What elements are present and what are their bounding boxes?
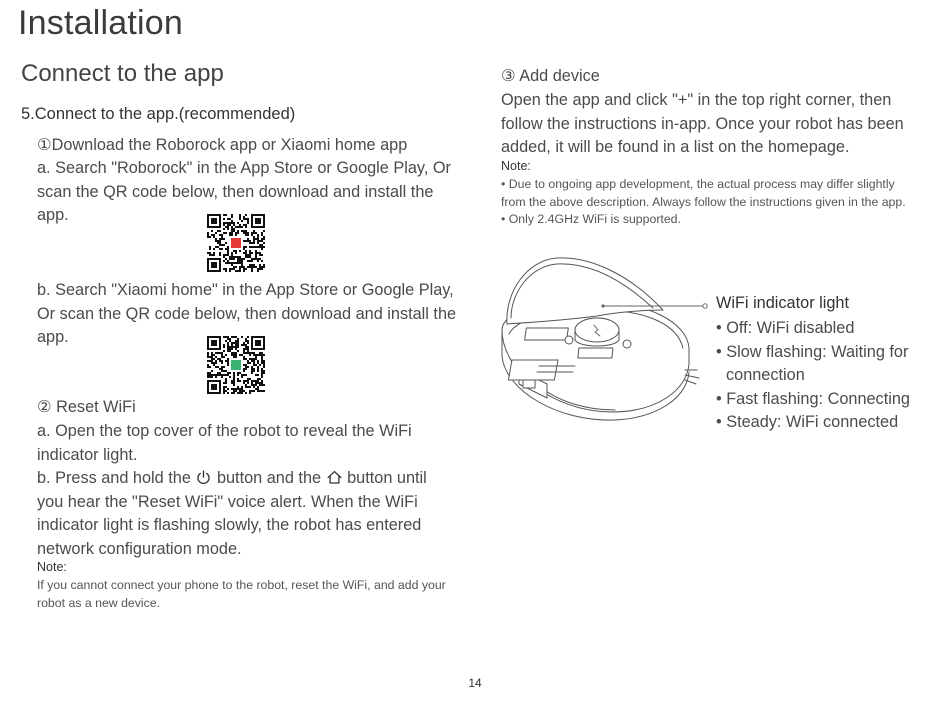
power-icon <box>195 469 212 486</box>
wifi-indicator-title: WiFi indicator light <box>716 294 850 312</box>
download-heading: ①Download the Roborock app or Xiaomi home app <box>37 136 408 154</box>
reset-note-text: If you cannot connect your phone to the robot, reset the WiFi, and add your robot as a new device. <box>37 578 446 610</box>
reset-note-label: Note: <box>37 560 67 574</box>
home-icon <box>326 469 343 486</box>
reset-heading: ② Reset WiFi <box>37 398 136 416</box>
robot-illustration <box>497 252 715 424</box>
reset-step-a: a. Open the top cover of the robot to reveal the WiFi indicator light. <box>37 422 412 464</box>
wifi-state-slow-flashing: • Slow flashing: Waiting for connection <box>716 342 909 384</box>
wifi-state-off: • Off: WiFi disabled <box>716 319 855 337</box>
reset-step-b-part2: button and the <box>216 469 322 487</box>
download-roborock-text: a. Search "Roborock" in the App Store or Google Play, Or scan the QR code below, then download and install the app. <box>37 159 451 224</box>
wifi-state-steady: • Steady: WiFi connected <box>716 413 899 431</box>
download-xiaomi-text: b. Search "Xiaomi home" in the App Store or Google Play, Or scan the QR code below, then download and install the app. <box>37 281 457 346</box>
add-device-note-2: • Only 2.4GHz WiFi is supported. <box>501 212 681 226</box>
page-number: 14 <box>468 676 482 690</box>
page-title: Installation <box>18 4 183 42</box>
wifi-indicator-list <box>716 317 926 435</box>
wifi-state-fast-flashing: • Fast flashing: Connecting <box>716 389 910 408</box>
roborock-qr-code <box>207 214 265 272</box>
add-device-note-1: • Due to ongoing app development, the actual process may differ slightly from the above description. Always follow the instructions given in the app. <box>501 177 906 209</box>
add-device-note-label: Note: <box>501 159 531 173</box>
section-heading: Connect to the app <box>21 60 224 87</box>
add-device-heading: ③ Add device <box>501 67 600 85</box>
xiaomi-qr-code <box>207 336 265 394</box>
reset-step-b <box>37 467 442 561</box>
step-heading: 5.Connect to the app.(recommended) <box>21 105 296 123</box>
add-device-text: Open the app and click "+" in the top right corner, then follow the instructions in-app. Once your robot has been added, it will be found in a list on the homepage. <box>501 91 904 156</box>
reset-step-b-part1: b. Press and hold the <box>37 469 191 487</box>
reset-step-b-part3: button until you hear the "Reset WiFi" voice alert. When the WiFi indicator light is flashing slowly, the robot has entered network configuration mode. <box>37 469 427 558</box>
